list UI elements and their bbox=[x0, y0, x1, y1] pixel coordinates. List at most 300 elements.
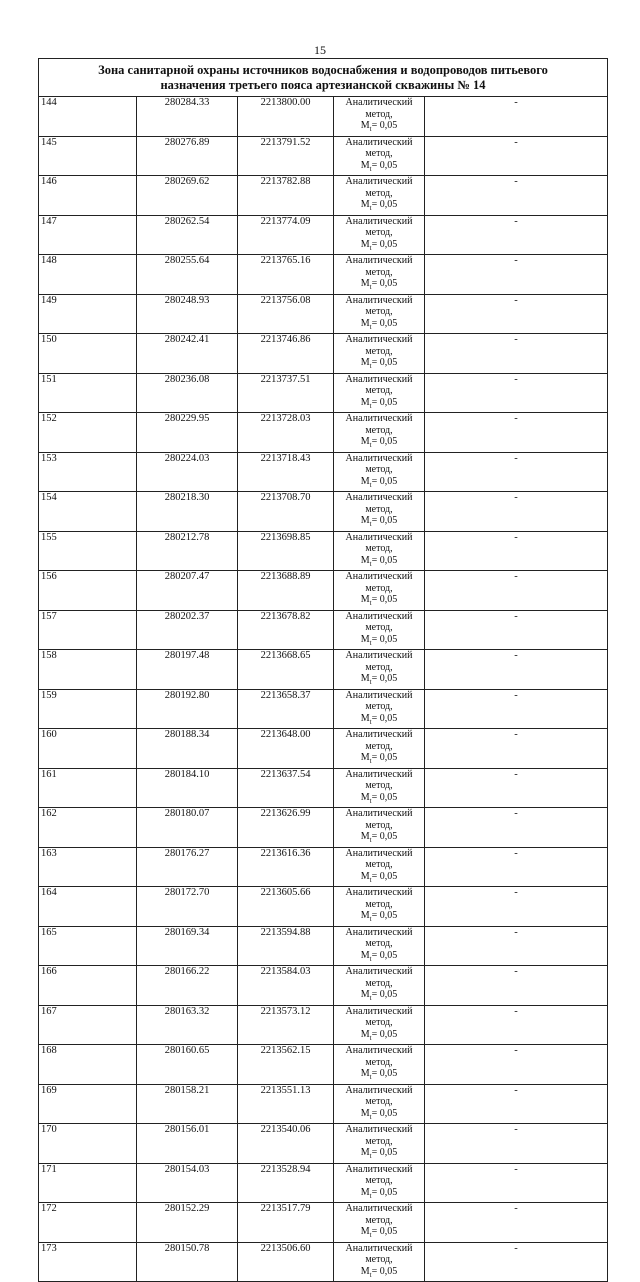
method-cell bbox=[334, 531, 425, 571]
method-label: Аналитический метод, bbox=[345, 768, 413, 791]
y-coordinate-cell: 2213658.37 bbox=[238, 689, 334, 729]
description-cell: - bbox=[425, 452, 608, 492]
accuracy-value bbox=[334, 792, 424, 808]
accuracy-subscript: t bbox=[369, 1073, 372, 1081]
description-cell: - bbox=[425, 97, 608, 137]
table-row bbox=[39, 1084, 608, 1124]
method-label: Аналитический метод, bbox=[345, 571, 413, 594]
point-number-cell: 162 bbox=[39, 808, 137, 848]
accuracy-value bbox=[334, 634, 424, 650]
table-row bbox=[39, 215, 608, 255]
point-number-cell: 151 bbox=[39, 373, 137, 413]
y-coordinate-cell: 2213698.85 bbox=[238, 531, 334, 571]
x-coordinate-cell: 280229.95 bbox=[137, 413, 238, 453]
point-number-cell: 154 bbox=[39, 492, 137, 532]
method-cell bbox=[334, 650, 425, 690]
accuracy-number: = 0,05 bbox=[371, 1186, 398, 1198]
accuracy-prefix: M bbox=[360, 594, 370, 605]
method-label: Аналитический метод, bbox=[345, 176, 413, 199]
accuracy-prefix: M bbox=[360, 1226, 370, 1237]
description-cell: - bbox=[425, 294, 608, 334]
y-coordinate-cell: 2213637.54 bbox=[238, 768, 334, 808]
table-row bbox=[39, 966, 608, 1006]
point-number-cell: 147 bbox=[39, 215, 137, 255]
point-number-cell: 144 bbox=[39, 97, 137, 137]
accuracy-prefix: M bbox=[360, 633, 370, 645]
table-row bbox=[39, 1005, 608, 1045]
accuracy-subscript: t bbox=[369, 954, 372, 963]
table-row bbox=[39, 452, 608, 492]
y-coordinate-cell: 2213668.65 bbox=[238, 650, 334, 690]
x-coordinate-cell: 280202.37 bbox=[137, 610, 238, 650]
accuracy-prefix: M bbox=[360, 712, 370, 724]
x-coordinate-cell: 280276.89 bbox=[137, 136, 238, 176]
accuracy-value bbox=[334, 1147, 424, 1163]
accuracy-prefix: M bbox=[360, 238, 370, 250]
coordinates-table bbox=[38, 96, 608, 1282]
x-coordinate-cell: 280197.48 bbox=[137, 650, 238, 690]
y-coordinate-cell: 2213551.13 bbox=[238, 1084, 334, 1124]
accuracy-number: = 0,05 bbox=[371, 1068, 398, 1079]
y-coordinate-cell: 2213782.88 bbox=[238, 176, 334, 216]
y-coordinate-cell: 2213688.89 bbox=[238, 571, 334, 611]
accuracy-subscript: t bbox=[369, 875, 372, 884]
accuracy-prefix: M bbox=[360, 436, 370, 447]
accuracy-value bbox=[334, 871, 424, 887]
x-coordinate-cell: 280169.34 bbox=[137, 926, 238, 966]
accuracy-number: = 0,05 bbox=[371, 436, 398, 447]
table-row bbox=[39, 887, 608, 927]
method-cell bbox=[334, 334, 425, 374]
x-coordinate-cell: 280150.78 bbox=[137, 1242, 238, 1282]
description-cell: - bbox=[425, 926, 608, 966]
point-number-cell: 168 bbox=[39, 1045, 137, 1085]
method-cell bbox=[334, 136, 425, 176]
x-coordinate-cell: 280163.32 bbox=[137, 1005, 238, 1045]
accuracy-value bbox=[334, 120, 424, 136]
point-number-cell: 165 bbox=[39, 926, 137, 966]
y-coordinate-cell: 2213626.99 bbox=[238, 808, 334, 848]
point-number-cell: 145 bbox=[39, 136, 137, 176]
table-row bbox=[39, 610, 608, 650]
accuracy-subscript: t bbox=[369, 322, 372, 331]
description-cell: - bbox=[425, 1045, 608, 1085]
method-cell bbox=[334, 373, 425, 413]
y-coordinate-cell: 2213540.06 bbox=[238, 1124, 334, 1164]
method-label: Аналитический метод, bbox=[345, 1084, 413, 1107]
method-cell bbox=[334, 413, 425, 453]
title-line-2: назначения третьего пояса артезианской скважины № 14 bbox=[160, 78, 486, 92]
description-cell: - bbox=[425, 1242, 608, 1282]
method-label: Аналитический метод, bbox=[345, 531, 413, 554]
description-cell: - bbox=[425, 136, 608, 176]
accuracy-subscript: t bbox=[369, 717, 372, 726]
accuracy-prefix: M bbox=[360, 1028, 370, 1040]
y-coordinate-cell: 2213718.43 bbox=[238, 452, 334, 492]
accuracy-prefix: M bbox=[360, 1068, 370, 1079]
description-cell: - bbox=[425, 492, 608, 532]
accuracy-value bbox=[334, 199, 424, 215]
accuracy-value bbox=[334, 239, 424, 255]
y-coordinate-cell: 2213765.16 bbox=[238, 255, 334, 295]
accuracy-value bbox=[334, 515, 424, 531]
point-number-cell: 171 bbox=[39, 1163, 137, 1203]
method-cell bbox=[334, 492, 425, 532]
table-row bbox=[39, 1124, 608, 1164]
method-cell bbox=[334, 1242, 425, 1282]
method-cell bbox=[334, 1005, 425, 1045]
coordinates-document bbox=[38, 58, 608, 1282]
accuracy-prefix: M bbox=[360, 910, 370, 921]
description-cell: - bbox=[425, 847, 608, 887]
accuracy-value bbox=[334, 555, 424, 571]
method-cell bbox=[334, 887, 425, 927]
method-cell bbox=[334, 1163, 425, 1203]
description-cell: - bbox=[425, 571, 608, 611]
method-cell bbox=[334, 729, 425, 769]
description-cell: - bbox=[425, 255, 608, 295]
accuracy-value bbox=[334, 1266, 424, 1282]
accuracy-prefix: M bbox=[360, 831, 370, 842]
table-row bbox=[39, 255, 608, 295]
method-label: Аналитический метод, bbox=[345, 1203, 413, 1226]
description-cell: - bbox=[425, 887, 608, 927]
description-cell: - bbox=[425, 1084, 608, 1124]
accuracy-number: = 0,05 bbox=[371, 357, 398, 368]
table-row bbox=[39, 571, 608, 611]
table-row bbox=[39, 808, 608, 848]
accuracy-subscript: t bbox=[369, 243, 372, 252]
method-label: Аналитический метод, bbox=[345, 729, 413, 752]
accuracy-prefix: M bbox=[360, 1265, 370, 1277]
method-label: Аналитический метод, bbox=[345, 413, 413, 436]
method-label: Аналитический метод, bbox=[345, 808, 413, 831]
accuracy-prefix: M bbox=[360, 752, 370, 763]
accuracy-number: = 0,05 bbox=[371, 120, 398, 131]
x-coordinate-cell: 280152.29 bbox=[137, 1203, 238, 1243]
accuracy-value bbox=[334, 476, 424, 492]
method-cell bbox=[334, 808, 425, 848]
accuracy-prefix: M bbox=[360, 475, 370, 487]
method-label: Аналитический метод, bbox=[345, 966, 413, 989]
x-coordinate-cell: 280188.34 bbox=[137, 729, 238, 769]
accuracy-prefix: M bbox=[360, 989, 370, 1000]
accuracy-number: = 0,05 bbox=[371, 910, 398, 921]
y-coordinate-cell: 2213737.51 bbox=[238, 373, 334, 413]
method-label: Аналитический метод, bbox=[345, 215, 413, 238]
y-coordinate-cell: 2213774.09 bbox=[238, 215, 334, 255]
accuracy-subscript: t bbox=[369, 757, 372, 765]
accuracy-value bbox=[334, 831, 424, 847]
accuracy-subscript: t bbox=[369, 1231, 372, 1239]
method-label: Аналитический метод, bbox=[345, 1242, 413, 1265]
table-row bbox=[39, 689, 608, 729]
accuracy-number: = 0,05 bbox=[371, 712, 398, 724]
accuracy-subscript: t bbox=[369, 401, 372, 410]
table-row bbox=[39, 1045, 608, 1085]
accuracy-subscript: t bbox=[369, 362, 372, 370]
point-number-cell: 157 bbox=[39, 610, 137, 650]
table-row bbox=[39, 531, 608, 571]
method-cell bbox=[334, 452, 425, 492]
accuracy-number: = 0,05 bbox=[371, 1265, 398, 1277]
accuracy-number: = 0,05 bbox=[371, 199, 398, 210]
accuracy-prefix: M bbox=[360, 120, 370, 131]
accuracy-prefix: M bbox=[360, 515, 370, 526]
accuracy-prefix: M bbox=[360, 317, 370, 329]
accuracy-value bbox=[334, 950, 424, 966]
point-number-cell: 159 bbox=[39, 689, 137, 729]
method-label: Аналитический метод, bbox=[345, 373, 413, 396]
y-coordinate-cell: 2213506.60 bbox=[238, 1242, 334, 1282]
x-coordinate-cell: 280160.65 bbox=[137, 1045, 238, 1085]
method-cell bbox=[334, 97, 425, 137]
x-coordinate-cell: 280158.21 bbox=[137, 1084, 238, 1124]
accuracy-subscript: t bbox=[369, 678, 372, 686]
accuracy-number: = 0,05 bbox=[371, 1028, 398, 1040]
method-label: Аналитический метод, bbox=[345, 1163, 413, 1186]
accuracy-prefix: M bbox=[360, 1147, 370, 1158]
accuracy-prefix: M bbox=[360, 1107, 370, 1119]
accuracy-value bbox=[334, 160, 424, 176]
accuracy-value bbox=[334, 357, 424, 373]
method-label: Аналитический метод, bbox=[345, 136, 413, 159]
accuracy-number: = 0,05 bbox=[371, 1147, 398, 1158]
accuracy-value bbox=[334, 1187, 424, 1203]
accuracy-prefix: M bbox=[360, 199, 370, 210]
accuracy-subscript: t bbox=[369, 204, 372, 212]
accuracy-subscript: t bbox=[369, 164, 372, 173]
method-cell bbox=[334, 1124, 425, 1164]
point-number-cell: 169 bbox=[39, 1084, 137, 1124]
y-coordinate-cell: 2213584.03 bbox=[238, 966, 334, 1006]
accuracy-value bbox=[334, 1029, 424, 1045]
accuracy-prefix: M bbox=[360, 159, 370, 171]
accuracy-prefix: M bbox=[360, 1186, 370, 1198]
accuracy-subscript: t bbox=[369, 125, 372, 133]
page-number: 15 bbox=[314, 43, 326, 57]
accuracy-subscript: t bbox=[369, 1033, 372, 1042]
y-coordinate-cell: 2213616.36 bbox=[238, 847, 334, 887]
point-number-cell: 163 bbox=[39, 847, 137, 887]
point-number-cell: 167 bbox=[39, 1005, 137, 1045]
method-label: Аналитический метод, bbox=[345, 1124, 413, 1147]
table-row bbox=[39, 926, 608, 966]
method-cell bbox=[334, 255, 425, 295]
method-label: Аналитический метод, bbox=[345, 1045, 413, 1068]
accuracy-subscript: t bbox=[369, 441, 372, 449]
x-coordinate-cell: 280156.01 bbox=[137, 1124, 238, 1164]
y-coordinate-cell: 2213791.52 bbox=[238, 136, 334, 176]
x-coordinate-cell: 280207.47 bbox=[137, 571, 238, 611]
y-coordinate-cell: 2213756.08 bbox=[238, 294, 334, 334]
point-number-cell: 156 bbox=[39, 571, 137, 611]
accuracy-value bbox=[334, 1068, 424, 1084]
method-label: Аналитический метод, bbox=[345, 1005, 413, 1028]
description-cell: - bbox=[425, 215, 608, 255]
accuracy-number: = 0,05 bbox=[371, 554, 398, 566]
accuracy-number: = 0,05 bbox=[371, 396, 398, 408]
y-coordinate-cell: 2213648.00 bbox=[238, 729, 334, 769]
y-coordinate-cell: 2213708.70 bbox=[238, 492, 334, 532]
x-coordinate-cell: 280180.07 bbox=[137, 808, 238, 848]
table-row bbox=[39, 413, 608, 453]
x-coordinate-cell: 280218.30 bbox=[137, 492, 238, 532]
table-row bbox=[39, 176, 608, 216]
accuracy-number: = 0,05 bbox=[371, 594, 398, 605]
x-coordinate-cell: 280262.54 bbox=[137, 215, 238, 255]
accuracy-subscript: t bbox=[369, 1112, 372, 1121]
point-number-cell: 146 bbox=[39, 176, 137, 216]
accuracy-number: = 0,05 bbox=[371, 870, 398, 882]
accuracy-value bbox=[334, 752, 424, 768]
table-row bbox=[39, 492, 608, 532]
accuracy-value bbox=[334, 436, 424, 452]
x-coordinate-cell: 280212.78 bbox=[137, 531, 238, 571]
accuracy-prefix: M bbox=[360, 870, 370, 882]
description-cell: - bbox=[425, 334, 608, 374]
x-coordinate-cell: 280269.62 bbox=[137, 176, 238, 216]
method-cell bbox=[334, 610, 425, 650]
method-cell bbox=[334, 294, 425, 334]
accuracy-value bbox=[334, 594, 424, 610]
description-cell: - bbox=[425, 650, 608, 690]
point-number-cell: 160 bbox=[39, 729, 137, 769]
method-label: Аналитический метод, bbox=[345, 689, 413, 712]
method-label: Аналитический метод, bbox=[345, 255, 413, 278]
accuracy-value bbox=[334, 397, 424, 413]
accuracy-prefix: M bbox=[360, 554, 370, 566]
method-cell bbox=[334, 1045, 425, 1085]
x-coordinate-cell: 280255.64 bbox=[137, 255, 238, 295]
method-label: Аналитический метод, bbox=[345, 492, 413, 515]
y-coordinate-cell: 2213800.00 bbox=[238, 97, 334, 137]
method-cell bbox=[334, 689, 425, 729]
table-row bbox=[39, 1203, 608, 1243]
point-number-cell: 173 bbox=[39, 1242, 137, 1282]
accuracy-number: = 0,05 bbox=[371, 791, 398, 803]
point-number-cell: 148 bbox=[39, 255, 137, 295]
x-coordinate-cell: 280166.22 bbox=[137, 966, 238, 1006]
accuracy-subscript: t bbox=[369, 994, 372, 1002]
x-coordinate-cell: 280172.70 bbox=[137, 887, 238, 927]
method-label: Аналитический метод, bbox=[345, 887, 413, 910]
point-number-cell: 153 bbox=[39, 452, 137, 492]
point-number-cell: 172 bbox=[39, 1203, 137, 1243]
table-row bbox=[39, 136, 608, 176]
x-coordinate-cell: 280242.41 bbox=[137, 334, 238, 374]
method-cell bbox=[334, 571, 425, 611]
description-cell: - bbox=[425, 373, 608, 413]
accuracy-subscript: t bbox=[369, 480, 372, 489]
accuracy-prefix: M bbox=[360, 791, 370, 803]
accuracy-subscript: t bbox=[369, 836, 372, 844]
accuracy-number: = 0,05 bbox=[371, 752, 398, 763]
table-row bbox=[39, 1242, 608, 1282]
method-label: Аналитический метод, bbox=[345, 650, 413, 673]
description-cell: - bbox=[425, 768, 608, 808]
accuracy-number: = 0,05 bbox=[371, 238, 398, 250]
method-cell bbox=[334, 768, 425, 808]
accuracy-number: = 0,05 bbox=[371, 1226, 398, 1237]
point-number-cell: 158 bbox=[39, 650, 137, 690]
table-row bbox=[39, 334, 608, 374]
accuracy-prefix: M bbox=[360, 357, 370, 368]
accuracy-number: = 0,05 bbox=[371, 159, 398, 171]
accuracy-number: = 0,05 bbox=[371, 989, 398, 1000]
method-cell bbox=[334, 176, 425, 216]
title-line-1: Зона санитарной охраны источников водоснабжения и водопроводов питьевого bbox=[98, 63, 548, 77]
accuracy-value bbox=[334, 318, 424, 334]
document-title bbox=[38, 58, 608, 96]
y-coordinate-cell: 2213528.94 bbox=[238, 1163, 334, 1203]
accuracy-number: = 0,05 bbox=[371, 831, 398, 842]
accuracy-number: = 0,05 bbox=[371, 1107, 398, 1119]
method-cell bbox=[334, 966, 425, 1006]
accuracy-number: = 0,05 bbox=[371, 317, 398, 329]
accuracy-prefix: M bbox=[360, 396, 370, 408]
method-label: Аналитический метод, bbox=[345, 926, 413, 949]
table-row bbox=[39, 294, 608, 334]
accuracy-subscript: t bbox=[369, 915, 372, 923]
table-row bbox=[39, 768, 608, 808]
description-cell: - bbox=[425, 176, 608, 216]
method-label: Аналитический метод, bbox=[345, 452, 413, 475]
description-cell: - bbox=[425, 1163, 608, 1203]
accuracy-subscript: t bbox=[369, 1191, 372, 1200]
accuracy-prefix: M bbox=[360, 949, 370, 961]
y-coordinate-cell: 2213746.86 bbox=[238, 334, 334, 374]
accuracy-value bbox=[334, 673, 424, 689]
point-number-cell: 170 bbox=[39, 1124, 137, 1164]
description-cell: - bbox=[425, 966, 608, 1006]
accuracy-value bbox=[334, 1226, 424, 1242]
method-label: Аналитический метод, bbox=[345, 334, 413, 357]
accuracy-number: = 0,05 bbox=[371, 475, 398, 487]
accuracy-value bbox=[334, 713, 424, 729]
y-coordinate-cell: 2213728.03 bbox=[238, 413, 334, 453]
accuracy-subscript: t bbox=[369, 520, 372, 528]
method-cell bbox=[334, 1084, 425, 1124]
description-cell: - bbox=[425, 1203, 608, 1243]
point-number-cell: 149 bbox=[39, 294, 137, 334]
description-cell: - bbox=[425, 610, 608, 650]
method-label: Аналитический метод, bbox=[345, 294, 413, 317]
table-row bbox=[39, 847, 608, 887]
x-coordinate-cell: 280236.08 bbox=[137, 373, 238, 413]
table-body bbox=[39, 97, 608, 1282]
y-coordinate-cell: 2213573.12 bbox=[238, 1005, 334, 1045]
description-cell: - bbox=[425, 413, 608, 453]
table-row bbox=[39, 373, 608, 413]
accuracy-subscript: t bbox=[369, 1270, 372, 1279]
point-number-cell: 155 bbox=[39, 531, 137, 571]
accuracy-subscript: t bbox=[369, 283, 372, 291]
accuracy-subscript: t bbox=[369, 638, 372, 647]
point-number-cell: 152 bbox=[39, 413, 137, 453]
point-number-cell: 161 bbox=[39, 768, 137, 808]
point-number-cell: 166 bbox=[39, 966, 137, 1006]
accuracy-subscript: t bbox=[369, 559, 372, 568]
y-coordinate-cell: 2213517.79 bbox=[238, 1203, 334, 1243]
accuracy-prefix: M bbox=[360, 278, 370, 289]
description-cell: - bbox=[425, 1124, 608, 1164]
accuracy-number: = 0,05 bbox=[371, 673, 398, 684]
accuracy-value bbox=[334, 278, 424, 294]
method-cell bbox=[334, 926, 425, 966]
accuracy-subscript: t bbox=[369, 1152, 372, 1160]
y-coordinate-cell: 2213562.15 bbox=[238, 1045, 334, 1085]
